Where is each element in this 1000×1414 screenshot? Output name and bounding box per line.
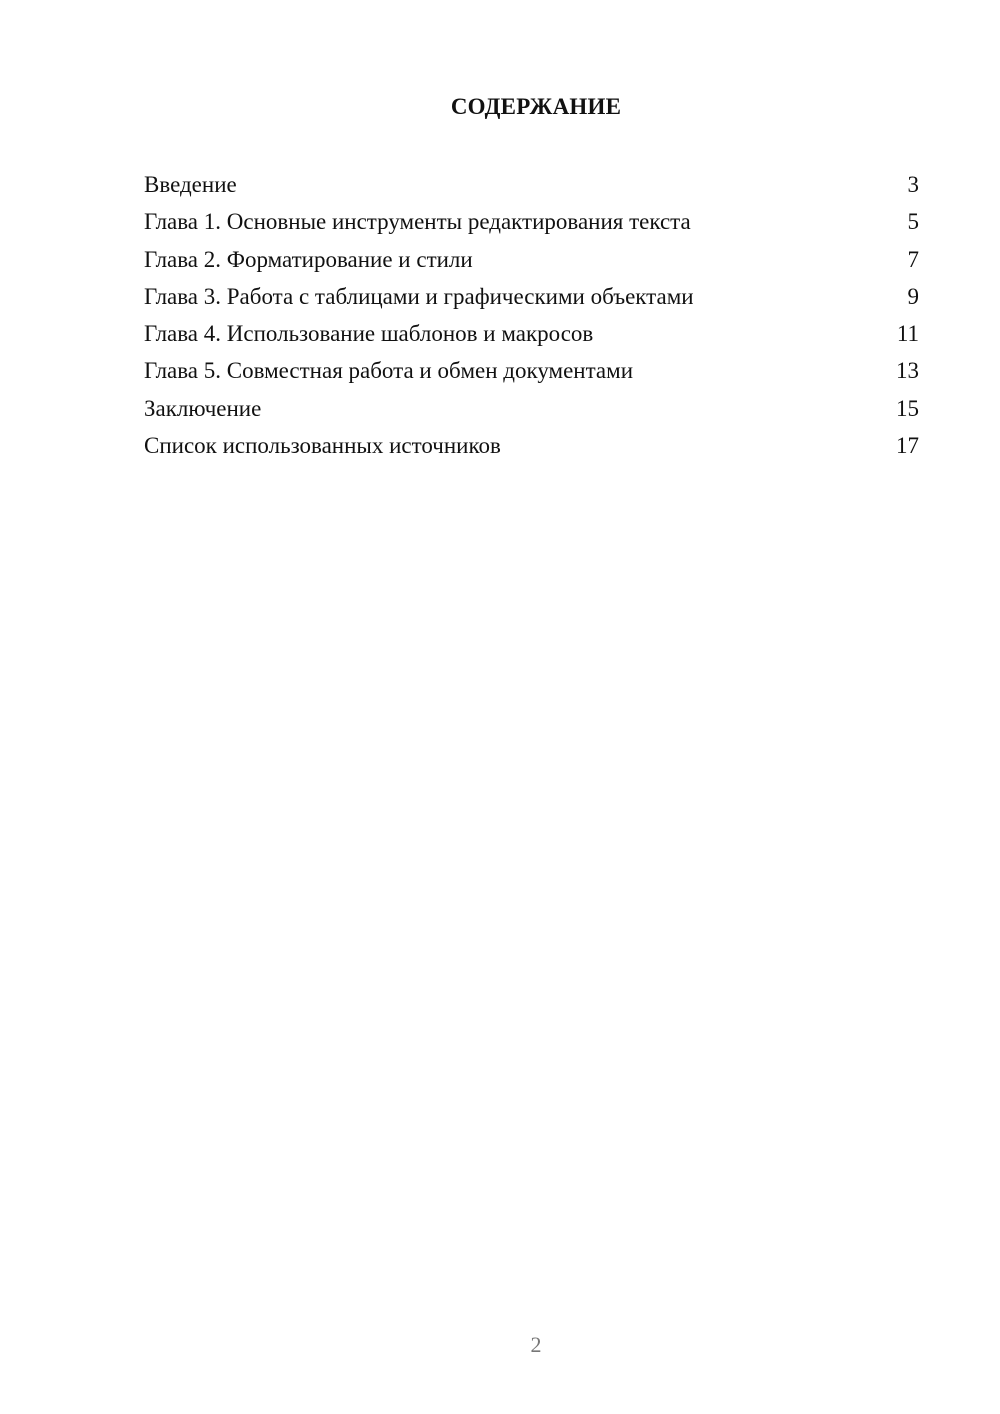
toc-item-title: Глава 5. Совместная работа и обмен документами xyxy=(144,358,633,384)
toc-item-title: Глава 2. Форматирование и стили xyxy=(144,246,473,272)
footer-page-number: 2 xyxy=(530,1332,542,1357)
toc-item-references[interactable] xyxy=(144,429,919,466)
toc-item-page-number: 13 xyxy=(896,358,919,384)
toc-item-introduction[interactable] xyxy=(144,168,919,205)
toc-item-title: Список использованных источников xyxy=(144,433,501,459)
toc-item-page-number: 5 xyxy=(907,209,919,235)
toc-list xyxy=(144,168,919,466)
toc-item-chapter-4[interactable] xyxy=(144,317,919,354)
toc-heading: СОДЕРЖАНИЕ xyxy=(450,94,622,119)
toc-item-title: Глава 1. Основные инструменты редактирования текста xyxy=(144,209,691,235)
toc-item-page-number: 15 xyxy=(896,395,919,421)
toc-item-chapter-2[interactable] xyxy=(144,243,919,280)
toc-item-page-number: 7 xyxy=(907,246,919,272)
toc-item-title: Глава 4. Использование шаблонов и макросов xyxy=(144,321,594,347)
toc-item-page-number: 17 xyxy=(896,433,919,459)
toc-item-conclusion[interactable] xyxy=(144,392,919,429)
toc-item-title: Заключение xyxy=(144,395,262,421)
toc-item-title: Глава 3. Работа с таблицами и графическими объектами xyxy=(144,283,694,309)
toc-item-title: Введение xyxy=(144,172,237,197)
toc-item-chapter-3[interactable] xyxy=(144,280,919,317)
toc-item-chapter-5[interactable] xyxy=(144,354,919,391)
toc-item-page-number: 9 xyxy=(907,283,919,309)
toc-item-page-number: 3 xyxy=(907,172,919,197)
toc-item-chapter-1[interactable] xyxy=(144,205,919,242)
toc-item-page-number: 11 xyxy=(896,321,919,347)
